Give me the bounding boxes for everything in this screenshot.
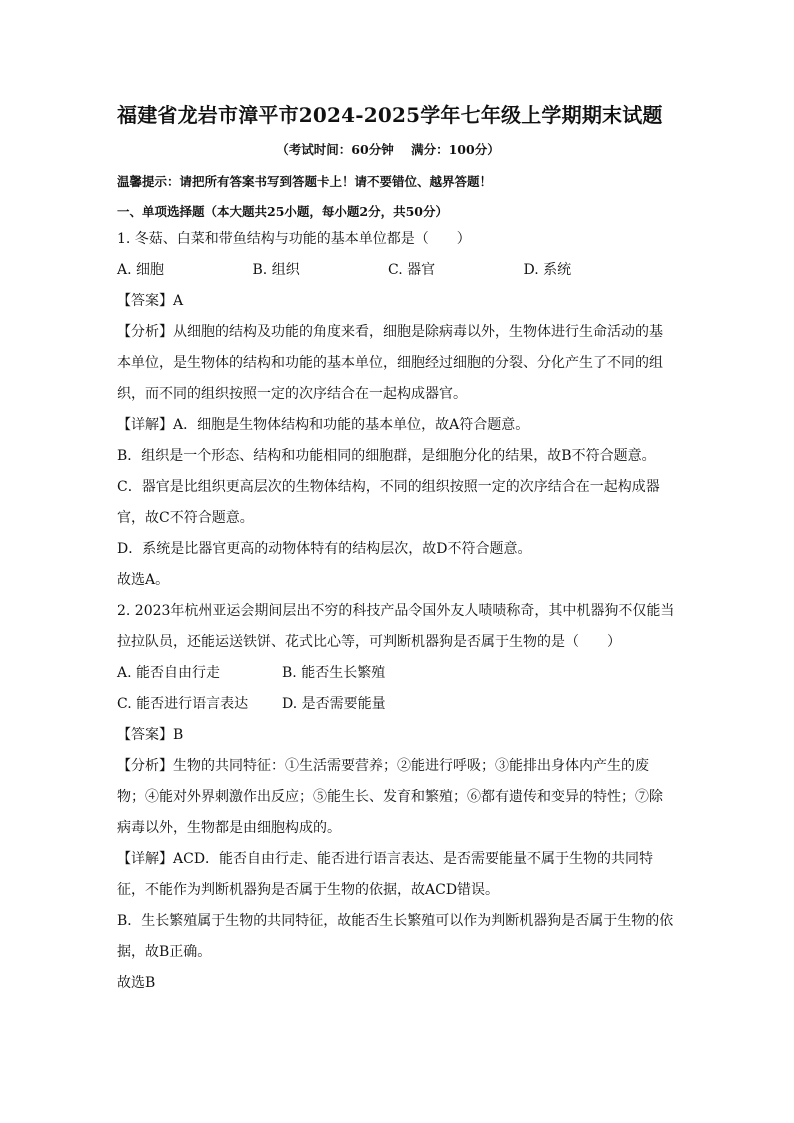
answer-value: A: [173, 293, 184, 309]
question-2-options-row-1: [117, 658, 659, 689]
analysis-line: 【分析】生物的共同特征：①生活需要营养；②能进行呼吸；③能排出身体内产生的废: [117, 758, 649, 774]
question-1: [117, 224, 663, 596]
option-a: A. 细胞: [117, 262, 165, 278]
detail-line: B．组织是一个形态、结构和功能相同的细胞群，是细胞分化的结果，故B不符合题意。: [117, 448, 656, 464]
question-2-stem: 拉拉队员，还能运送铁饼、花式比心等，可判断机器狗是否属于生物的是（ ）: [117, 634, 621, 650]
section-heading: 一、单项选择题（本大题共25小题，每小题2分，共50分）: [117, 204, 448, 219]
option-a: A. 能否自由行走: [117, 665, 221, 681]
detail-line: D．系统是比器官更高的动物体特有的结构层次，故D不符合题意。: [117, 541, 532, 557]
option-d: D. 是否需要能量: [282, 696, 386, 712]
analysis-line: 物；④能对外界刺激作出反应；⑤能生长、发育和繁殖；⑥都有遗传和变异的特性；⑦除: [117, 789, 663, 805]
question-2-stem: 2. 2023年杭州亚运会期间层出不穷的科技产品令国外友人啧啧称奇，其中机器狗不仅能当: [117, 603, 675, 619]
option-b: B. 能否生长繁殖: [282, 665, 386, 681]
analysis-line: 病毒以外，生物都是由细胞构成的。: [117, 820, 341, 836]
analysis-line: 【分析】从细胞的结构及功能的角度来看，细胞是除病毒以外，生物体进行生命活动的基: [117, 324, 663, 340]
detail-line: 【详解】A．细胞是生物体结构和功能的基本单位，故A符合题意。: [117, 417, 530, 433]
detail-conclusion: 故选B: [117, 975, 156, 991]
detail-line: 征，不能作为判断机器狗是否属于生物的依据，故ACD错误。: [117, 882, 500, 898]
option-c: C. 器官: [388, 262, 436, 278]
analysis-line: 本单位，是生物体的结构和功能的基本单位，细胞经过细胞的分裂、分化产生了不同的组: [117, 355, 663, 371]
question-2-options-row-2: [117, 689, 659, 720]
analysis-line: 织，而不同的组织按照一定的次序结合在一起构成器官。: [117, 386, 467, 402]
exam-subtitle: （考试时间：60分钟 满分：100分）: [276, 142, 500, 157]
detail-label: 【详解】: [117, 417, 173, 433]
question-1-answer: [117, 286, 659, 317]
detail-line: 官，故C不符合题意。: [117, 510, 254, 526]
analysis-label: 【分析】: [117, 758, 173, 774]
question-1-options: [117, 255, 659, 286]
answer-label: 【答案】: [117, 727, 173, 743]
option-d: D. 系统: [523, 262, 572, 278]
detail-conclusion: 故选A。: [117, 572, 170, 588]
question-2-answer: [117, 720, 659, 751]
answer-value: B: [173, 727, 184, 743]
exam-title: 福建省龙岩市漳平市2024-2025学年七年级上学期期末试题: [117, 103, 663, 127]
question-2: [117, 596, 675, 999]
analysis-label: 【分析】: [117, 324, 173, 340]
option-b: B. 组织: [252, 262, 300, 278]
option-c: C. 能否进行语言表达: [117, 696, 249, 712]
detail-label: 【详解】: [117, 851, 173, 867]
warm-tip: 温馨提示：请把所有答案书写到答题卡上！请不要错位、越界答题！: [117, 174, 493, 189]
question-1-stem: 1. 冬菇、白菜和带鱼结构与功能的基本单位都是（ ）: [117, 231, 471, 247]
answer-label: 【答案】: [117, 293, 173, 309]
detail-line: 据，故B正确。: [117, 944, 212, 960]
detail-line: B．生长繁殖属于生物的共同特征，故能否生长繁殖可以作为判断机器狗是否属于生物的依: [117, 913, 674, 929]
detail-line: C．器官是比组织更高层次的生物体结构，不同的组织按照一定的次序结合在一起构成器: [117, 479, 660, 495]
detail-line: 【详解】ACD．能否自由行走、能否进行语言表达、是否需要能量不属于生物的共同特: [117, 851, 654, 867]
